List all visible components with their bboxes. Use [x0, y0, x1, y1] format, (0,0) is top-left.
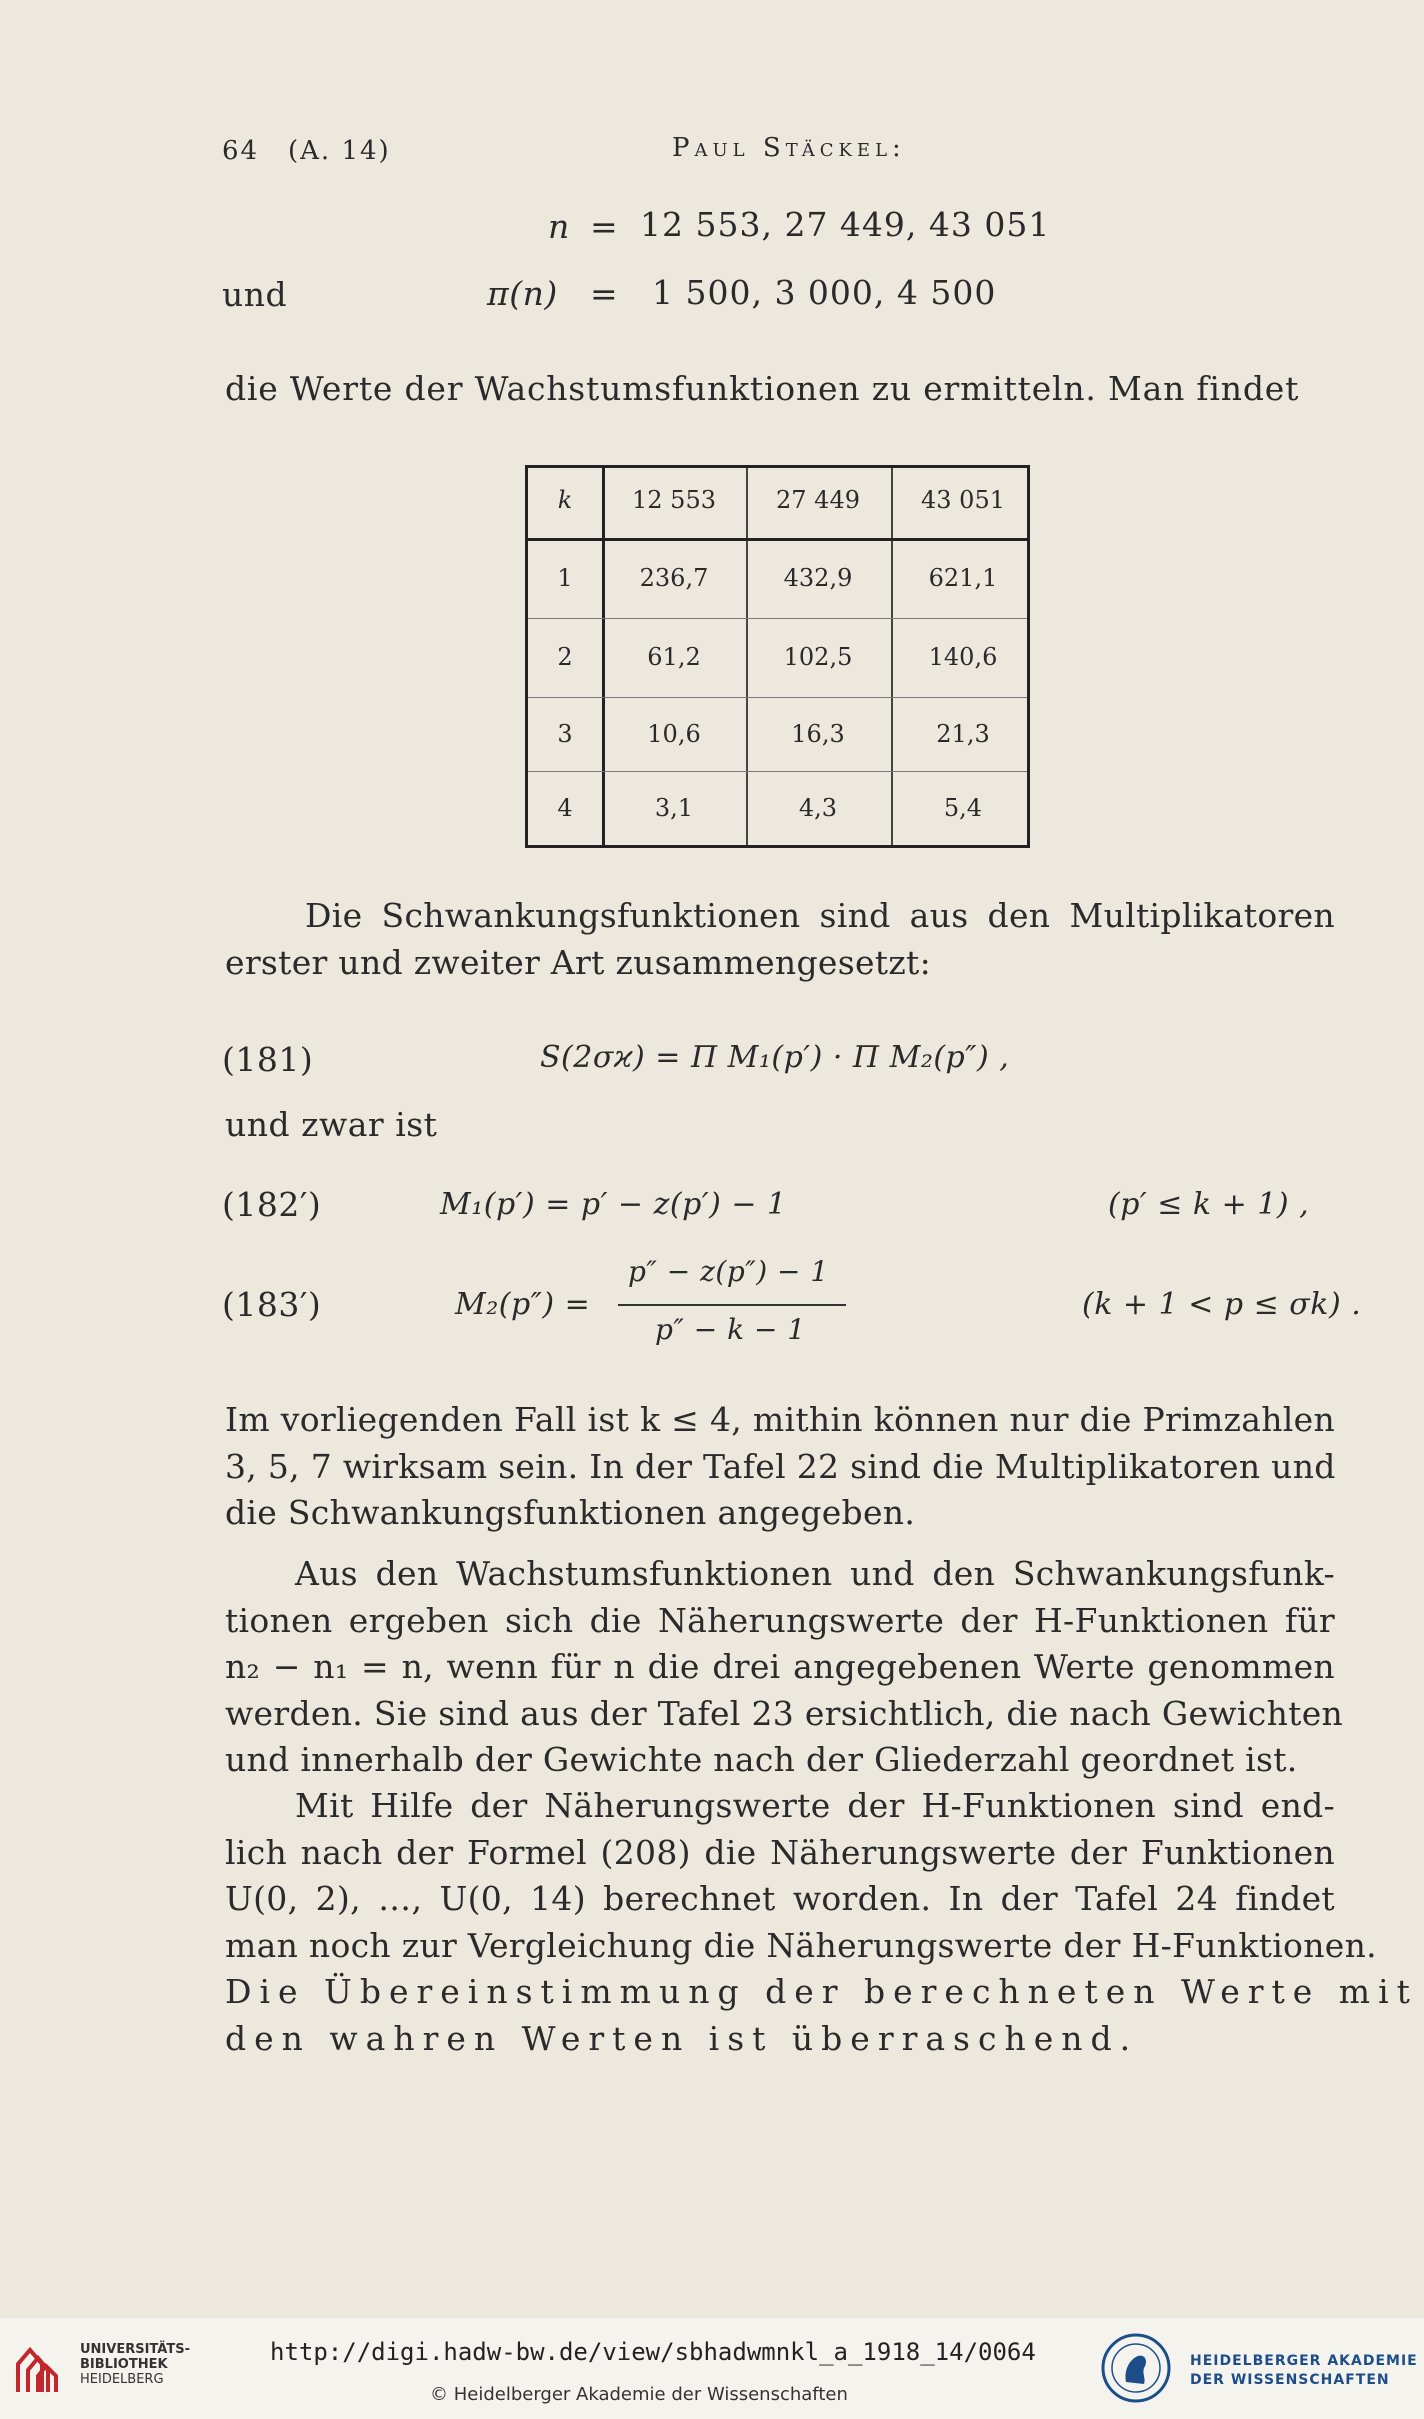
table-cell: 432,9 [783, 564, 853, 592]
condition-182: (p′ ≤ k + 1) , [1108, 1187, 1310, 1222]
running-author: Paul Stäckel: [672, 133, 906, 163]
text-line: tionen ergeben sich die Näherungswerte der H-Funktionen für [225, 1600, 1335, 1640]
text-line: n₂ − n₁ = n, wenn für n die drei angegebenen Werte genommen [225, 1647, 1335, 1686]
condition-183: (k + 1 < p ≤ σk) . [1082, 1287, 1362, 1322]
paragraph-multipliers [225, 893, 1335, 986]
table-header: 12 553 [632, 486, 716, 514]
library-name [80, 2342, 190, 2387]
intro-line: die Werte der Wachstumsfunktionen zu ermitteln. Man findet [225, 369, 1300, 408]
fraction-denominator: p″ − k − 1 [655, 1313, 806, 1346]
table-cell: 3 [557, 720, 573, 748]
table-header: 27 449 [776, 486, 860, 514]
table-cell: 21,3 [936, 720, 990, 748]
permalink-url[interactable]: http://digi.hadw-bw.de/view/sbhadwmnkl_a_1918_14/0064 [270, 2338, 1036, 2366]
pi-n-symbol: π(n) [487, 274, 558, 313]
text-line: U(0, 2), …, U(0, 14) berechnet worden. In der Tafel 24 findet [225, 1879, 1335, 1918]
copyright-notice: © Heidelberger Akademie der Wissenschaften [430, 2384, 848, 2405]
table-header-rule [528, 538, 1027, 541]
footer-bar [0, 2318, 1424, 2419]
text-line: werden. Sie sind aus der Tafel 23 ersichtlich, die nach Gewichten [225, 1693, 1344, 1733]
equation-label-183: (183′) [222, 1285, 322, 1324]
equation-182: M₁(p′) = p′ − z(p′) − 1 [440, 1187, 787, 1222]
table-cell: 3,1 [654, 794, 694, 822]
library-name-line: BIBLIOTHEK [80, 2357, 168, 2372]
text-line: Aus den Wachstumsfunktionen und den Schwankungsfunk- [295, 1554, 1335, 1593]
table-cell: 621,1 [928, 564, 998, 592]
text-line: und innerhalb der Gewichte nach der Gliederzahl geordnet ist. [225, 1740, 1298, 1779]
equation-label-181: (181) [222, 1040, 314, 1079]
paragraph-primes [225, 1397, 1335, 1537]
page-number: 64 [222, 136, 260, 166]
pi-values: 1 500, 3 000, 4 500 [652, 273, 997, 312]
text-line: Die Schwankungsfunktionen sind aus den Multiplikatoren [305, 896, 1335, 935]
growth-function-table [525, 465, 1030, 848]
table-cell: 2 [557, 643, 573, 671]
academy-name-line: DER WISSENSCHAFTEN [1190, 2372, 1390, 2388]
academy-seal-icon [1100, 2332, 1172, 2404]
table-cell: 236,7 [639, 564, 709, 592]
library-logo-icon [14, 2344, 70, 2396]
table-cell: 1 [557, 564, 573, 592]
table-cell: 102,5 [783, 643, 853, 671]
text-line: Im vorliegenden Fall ist k ≤ 4, mithin können nur die Primzahlen [225, 1400, 1335, 1439]
table-cell: 5,4 [943, 794, 983, 822]
text-line-spaced: den wahren Werten ist überraschend. [225, 2018, 1139, 2058]
text-line: man noch zur Vergleichung die Näherungswerte der H-Funktionen. [225, 1925, 1377, 1965]
equation-label-182: (182′) [222, 1185, 322, 1224]
equation-181: S(2σϰ) = Π M₁(p′) · Π M₂(p″) , [540, 1040, 1010, 1075]
library-name-line: UNIVERSITÄTS- [80, 2342, 190, 2357]
table-cell: 61,2 [647, 643, 701, 671]
table-cell: 16,3 [791, 720, 845, 748]
table-cell: 4,3 [798, 794, 838, 822]
table-divider [746, 468, 748, 845]
section-reference: (A. 14) [288, 136, 391, 166]
paragraph-comparison [225, 1783, 1418, 2062]
text-line: erster und zweiter Art zusammengesetzt: [225, 942, 932, 982]
n-symbol: n [548, 207, 570, 246]
equals-sign: = [590, 274, 619, 313]
equals-sign: = [590, 207, 619, 246]
fraction-bar [618, 1304, 846, 1306]
paragraph-h-functions [225, 1551, 1344, 1784]
table-divider [891, 468, 893, 845]
n-values: 12 553, 27 449, 43 051 [640, 205, 1051, 244]
table-rule [528, 618, 1027, 619]
text-line: die Schwankungsfunktionen angegeben. [225, 1493, 916, 1532]
academy-name-line: HEIDELBERGER AKADEMIE [1190, 2353, 1418, 2369]
table-header: 43 051 [921, 486, 1005, 514]
table-rule [528, 771, 1027, 772]
und-zwar-ist: und zwar ist [225, 1105, 438, 1144]
fraction-numerator: p″ − z(p″) − 1 [628, 1255, 829, 1288]
text-line-spaced: Die Übereinstimmung der berechneten Werte mit [225, 1972, 1418, 2011]
table-cell: 140,6 [928, 643, 998, 671]
text-line: Mit Hilfe der Näherungswerte der H-Funktionen sind end- [295, 1786, 1335, 1825]
table-cell: 10,6 [647, 720, 701, 748]
table-cell: 4 [557, 794, 573, 822]
table-rule [528, 697, 1027, 698]
und-word: und [222, 275, 288, 314]
academy-name [1190, 2352, 1418, 2390]
library-name-line: HEIDELBERG [80, 2372, 164, 2387]
text-line: lich nach der Formel (208) die Näherungswerte der Funktionen [225, 1832, 1335, 1872]
text-line: 3, 5, 7 wirksam sein. In der Tafel 22 sind die Multiplikatoren und [225, 1446, 1336, 1486]
table-header-k: k [557, 486, 573, 514]
equation-183-lhs: M₂(p″) = [455, 1287, 591, 1322]
